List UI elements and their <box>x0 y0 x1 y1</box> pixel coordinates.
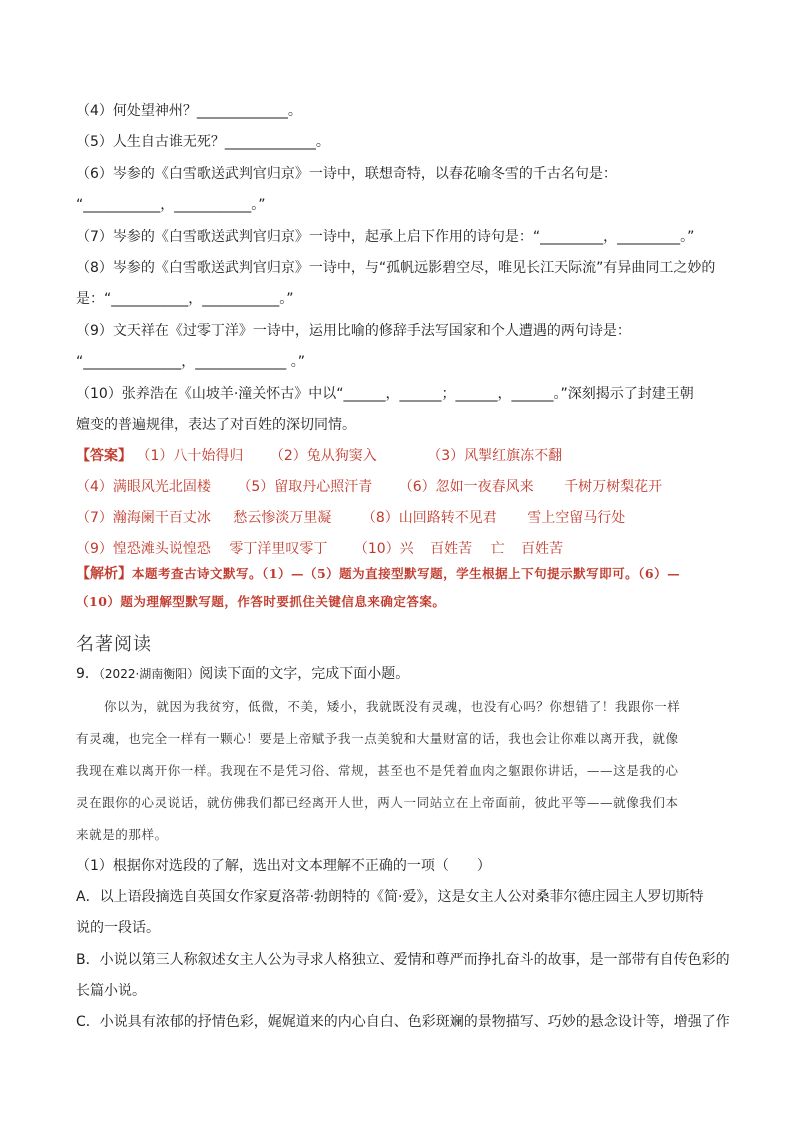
question-10-cont: 嬗变的普遍规律，表达了对百姓的深切同情。 <box>76 417 356 433</box>
question-4: （4）何处望神州？_____________。 <box>76 103 302 119</box>
question-number: 9． <box>76 666 99 682</box>
answer-item: （7）瀚海阑干百丈冰 <box>76 510 211 526</box>
answer-row-4 <box>76 539 726 559</box>
analysis-text: 本题考查古诗文默写。（1）—（5）题为直接型默写题，学生根据上下句提示默写即可。（6）— <box>132 566 681 581</box>
passage-line: 我现在难以离开你一样。我现在不是凭习俗、常规，甚至也不是凭着血肉之躯跟你讲话，——这是我的心 <box>76 763 679 778</box>
answer-row-3 <box>76 508 726 528</box>
analysis-line-2: （10）题为理解型默写题，作答时要抓住关键信息来确定答案。 <box>76 594 446 609</box>
option-b-cont: 长篇小说。 <box>76 983 146 999</box>
analysis-tag: 【解析】 <box>76 566 132 582</box>
answer-item: 亡 <box>490 541 505 557</box>
answer-item: 愁云惨淡万里凝 <box>233 510 332 526</box>
passage-line: 灵在跟你的心灵说话，就仿佛我们都已经离开人世，两人一同站立在上帝面前，彼此平等——就像我们本 <box>76 795 679 810</box>
answer-item: 雪上空留马行处 <box>527 510 626 526</box>
answer-item: （8）山回路转不见君 <box>361 510 497 526</box>
option-a-cont: 说的一段话。 <box>76 920 160 936</box>
answer-item: （2）兔从狗窦入 <box>269 448 377 464</box>
option-a: A．以上语段摘选自英国女作家夏洛蒂·勃朗特的《简·爱》，这是女主人公对桑菲尔德庄园主人罗切斯特 <box>76 889 704 905</box>
question-instruction: 阅读下面的文字，完成下面小题。 <box>199 666 410 682</box>
answer-item: （6）忽如一夜春风来 <box>398 479 534 495</box>
answer-item: （3）风掣红旗冻不翻 <box>427 448 563 464</box>
passage-line: 有灵魂，也完全一样有一颗心！要是上帝赋予我一点美貌和大量财富的话，我也会让你难以离开我，就像 <box>76 731 679 746</box>
question-7: （7）岑参的《白雪歌送武判官归京》一诗中，起承上启下作用的诗句是：“_________，_________。” <box>76 229 695 245</box>
answer-item: 百姓苦 <box>521 541 564 557</box>
question-9: （9）文天祥在《过零丁洋》一诗中，运用比喻的修辞手法写国家和个人遭遇的两句诗是： <box>76 323 631 339</box>
option-b: B．小说以第三人称叙述女主人公为寻求人格独立、爱情和尊严而挣扎奋斗的故事，是一部带有自传色彩的 <box>76 952 730 968</box>
answer-item: （9）惶恐滩头说惶恐 <box>76 541 211 557</box>
question-5: （5）人生自古谁无死？_____________。 <box>76 134 330 150</box>
answer-row-1 <box>76 446 726 466</box>
question-6: （6）岑参的《白雪歌送武判官归京》一诗中，联想奇特，以春花喻冬雪的千古名句是： <box>76 166 617 182</box>
sub-question: （1）根据你对选段的了解，选出对文本理解不正确的一项（ ） <box>76 858 491 874</box>
answer-item: 百姓苦 <box>430 541 473 557</box>
answer-item: 千树万树梨花开 <box>564 479 663 495</box>
analysis-line-1 <box>76 564 726 584</box>
answer-row-2 <box>76 477 726 497</box>
passage-line: 来就是的那样。 <box>76 827 168 842</box>
answer-item: （1）八十始得归 <box>136 448 244 464</box>
question-9-blanks: “______________，_____________ 。” <box>76 354 305 370</box>
question-8-blanks: 是：“___________，___________。” <box>76 291 294 307</box>
question-8: （8）岑参的《白雪歌送武判官归京》一诗中，与“孤帆远影碧空尽，唯见长江天际流”有异曲同工之妙的 <box>76 260 716 276</box>
answer-item: 零丁洋里叹零丁 <box>229 541 328 557</box>
passage-line: 你以为，就因为我贫穷，低微，不美，矮小，我就既没有灵魂，也没有心吗？你想错了！我跟你一样 <box>104 699 681 714</box>
answer-tag: 【答案】 <box>76 448 132 464</box>
option-c: C．小说具有浓郁的抒情色彩，娓娓道来的内心自白、色彩斑斓的景物描写、巧妙的悬念设计等，增强了作 <box>76 1014 730 1030</box>
question-9-header <box>76 664 726 684</box>
answer-item: （10）兴 <box>353 541 414 557</box>
section-title: 名著阅读 <box>76 634 152 655</box>
answer-item: （4）满眼风光北固楼 <box>76 479 211 495</box>
question-6-blanks: “___________，___________。” <box>76 197 266 213</box>
answer-item: （5）留取丹心照汗青 <box>237 479 373 495</box>
question-10: （10）张养浩在《山坡羊·潼关怀古》中以“______，______；______，______。”深刻揭示了封建王朝 <box>76 386 694 402</box>
question-source: （2022·湖南衡阳） <box>98 667 200 681</box>
